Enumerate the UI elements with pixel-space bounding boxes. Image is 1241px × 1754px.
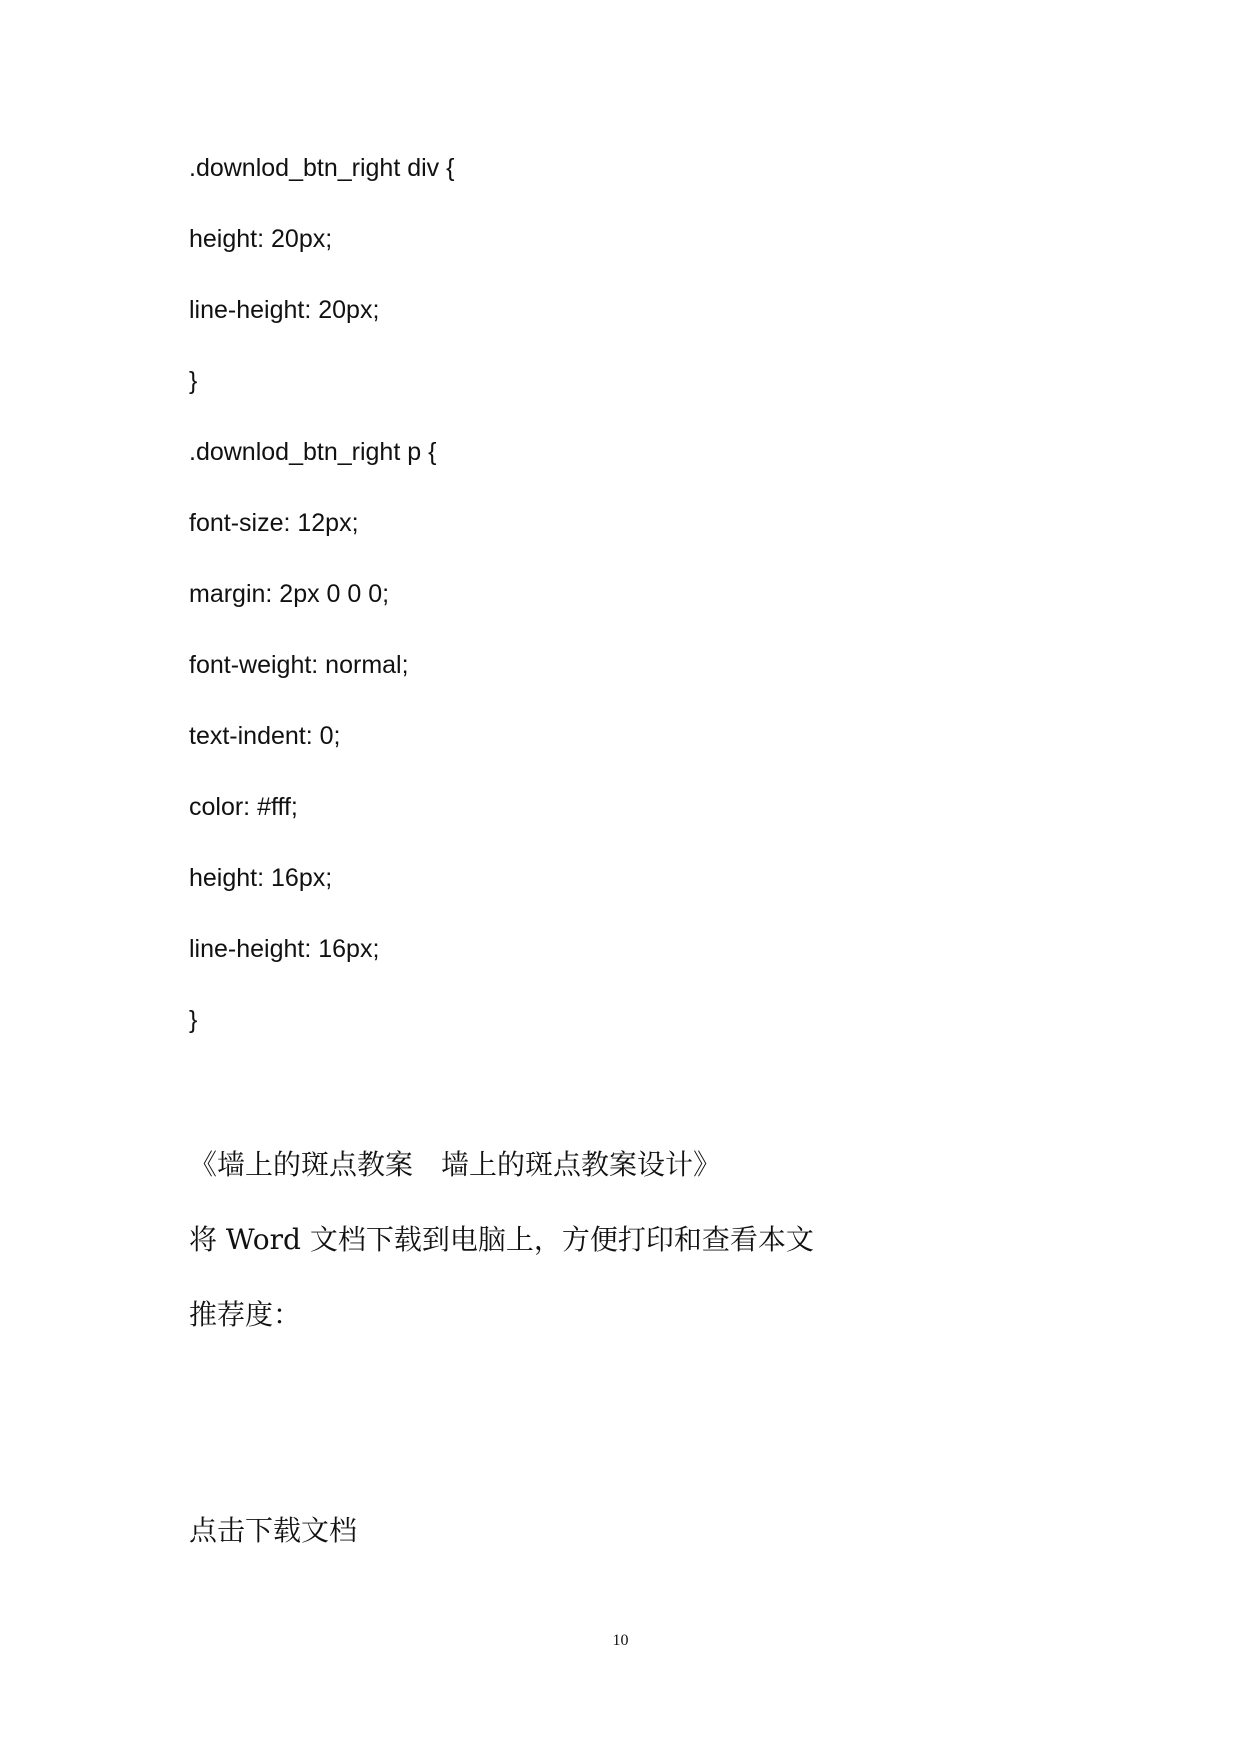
page-number: 10 <box>612 1632 629 1649</box>
code-line: height: 20px; <box>189 225 333 253</box>
code-line: .downlod_btn_right p { <box>189 438 437 466</box>
recommendation-label: 推荐度： <box>189 1298 302 1331</box>
document-title: 《墙上的斑点教案 墙上的斑点教案设计》 <box>189 1148 722 1181</box>
code-line: margin: 2px 0 0 0; <box>189 580 390 608</box>
code-line: line-height: 20px; <box>189 296 380 324</box>
code-line: } <box>189 367 198 395</box>
code-line: line-height: 16px; <box>189 935 380 963</box>
code-line: .downlod_btn_right div { <box>189 154 455 182</box>
code-line: height: 16px; <box>189 864 333 892</box>
code-line: color: #fff; <box>189 793 298 821</box>
code-line: font-size: 12px; <box>189 509 359 537</box>
code-line: } <box>189 1006 198 1034</box>
download-note: 将 Word 文档下载到电脑上，方便打印和查看本文 <box>189 1223 814 1256</box>
download-document-link[interactable]: 点击下载文档 <box>189 1514 358 1547</box>
code-line: text-indent: 0; <box>189 722 341 750</box>
code-line: font-weight: normal; <box>189 651 409 679</box>
